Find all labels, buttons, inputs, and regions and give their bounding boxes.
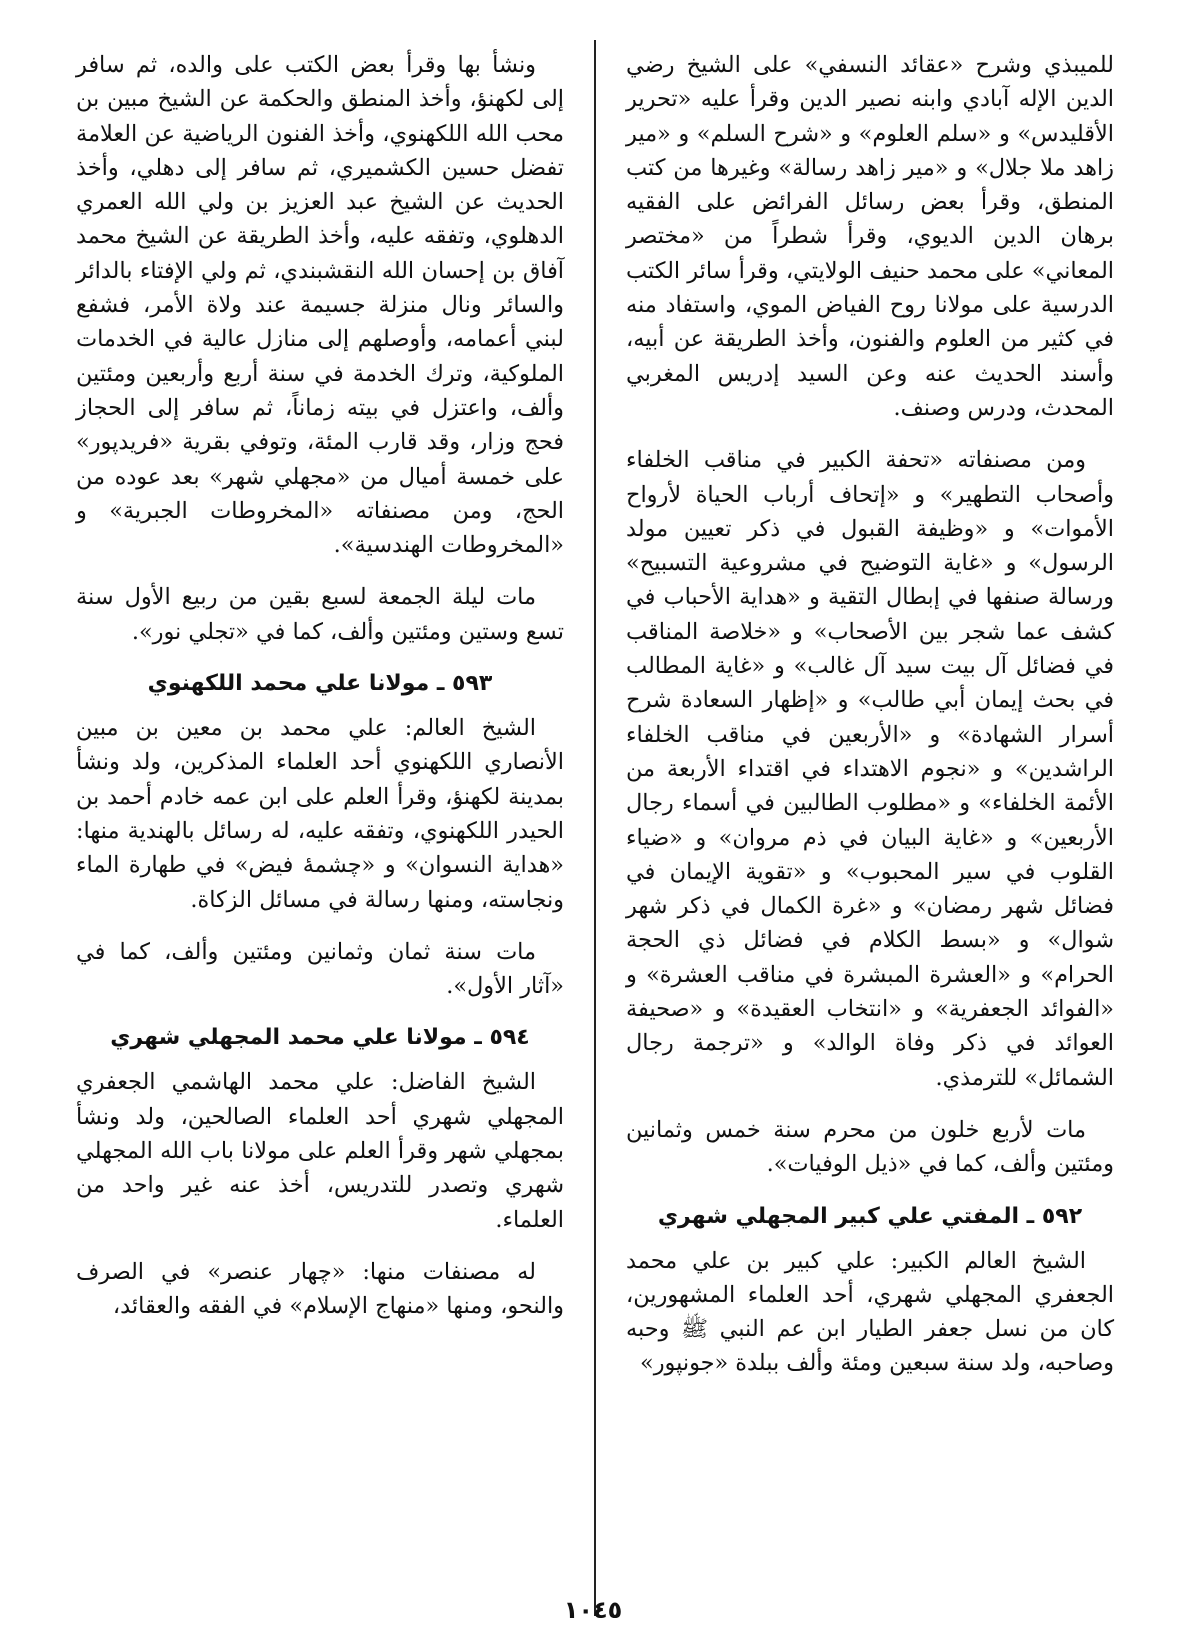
death-paragraph: مات لأربع خلون من محرم سنة خمس وثمانين ومئتين وألف، كما في «ذيل الوفيات». [626,1116,1114,1178]
entry-594-paragraph: الشيخ الفاضل: علي محمد الهاشمي الجعفري المجهلي شهري أحد العلماء الصالحين، ولد ونشأ بمجهلي شهر وقرأ العلم على مولانا باب الله المجهلي شهري وتصدر للتدريس، أخذ عنه غير واحد من العلماء. [76,1069,564,1233]
column-divider [594,40,596,1616]
death-592-paragraph: مات ليلة الجمعة لسبع بقين من ربيع الأول سنة تسع وستين ومئتين وألف، كما في «تجلي نور». [76,584,564,645]
continuation-paragraph: ونشأ بها وقرأ بعض الكتب على والده، ثم سافر إلى لكهنؤ، وأخذ المنطق والحكمة عن الشيخ مبين بن محب الله اللكهنوي، وأخذ الفنون الرياضية عن العلامة تفضل حسين الكشميري، ثم سافر إلى دهلي، وأخذ الحديث عن الشيخ عبد العزيز بن ولي الله العمري الدهلوي، وتفقه عليه، وأخذ الطريقة عن الشيخ محمد آفاق بن إحسان الله النقشبندي، ثم ولي الإفتاء بالدائر والسائر ونال منزلة جسيمة عند ولاة الأمر، فشفع لبني أعمامه، وأوصلهم إلى منازل عالية في الخدمات الملوكية، وترك الخدمة في سنة أربع وأربعين ومئتين وألف، واعتزل في بيته زماناً، ثم سافر إلى الحجاز فحج وزار، وقد قارب المئة، وتوفي بقرية «فريدپور» على خمسة أميال من «مجهلي شهر» بعد عوده من الحج، ومن مصنفاته «المخروطات الجبرية» و «المخروطات الهندسية». [76,52,564,559]
left-column [76,48,564,1342]
entry-594-heading: ٥٩٤ ـ مولانا علي محمد المجهلي شهري [110,1025,530,1051]
entry-592-paragraph: الشيخ العالم الكبير: علي كبير بن علي محمد الجعفري المجهلي شهري، أحد العلماء المشهورين، كان من نسل جعفر الطيار ابن عم النبي ﷺ وحبه وصاحبه، ولد سنة سبعين ومئة وألف ببلدة «جونپور» [626,1247,1114,1377]
intro-paragraph: للميبذي وشرح «عقائد النسفي» على الشيخ رضي الدين الإله آبادي وابنه نصير الدين وقرأ عليه «تحرير الأقليدس» و «سلم العلوم» و «شرح السلم» و «مير زاهد ملا جلال» و «مير زاهد رسالة» وغيرها من كتب المنطق، وقرأ بعض رسائل الفرائض على الفقيه برهان الدين الديوي، وقرأ شطراً من «مختصر المعاني» على محمد حنيف الولايتي، وقرأ سائر الكتب الدرسية على مولانا روح الفياض الموي، واستفاد منه في كثير من العلوم والفنون، وأخذ الطريقة عن أبيه، وأسند الحديث عنه وعن السيد إدريس المغربي المحدث، ودرس وصنف. [626,52,1114,421]
works-594-paragraph: له مصنفات منها: «چهار عنصر» في الصرف والنحو، ومنها «منهاج الإسلام» في الفقه والعقائد، [76,1258,564,1320]
entry-592-heading: ٥٩٢ ـ المفتي علي كبير المجهلي شهري [657,1203,1083,1229]
right-column [626,48,1114,1399]
entry-593-paragraph: الشيخ العالم: علي محمد بن معين بن مبين الأنصاري اللكهنوي أحد العلماء المذكرين، ولد ونشأ بمدينة لكهنؤ، وقرأ العلم على ابن عمه خادم أحمد بن الحيدر اللكهنوي، وتفقه عليه، له رسائل بالهندية منها: «هداية النسوان» و «چشمهٔ فيض» في طهارة الماء ونجاسته، ومنها رسالة في مسائل الزكاة. [76,715,564,913]
page-number: ١٠٤٥ [563,1596,623,1624]
works-paragraph: ومن مصنفاته «تحفة الكبير في مناقب الخلفاء وأصحاب التطهير» و «إتحاف أرباب الحياة لأرواح الأموات» و «وظيفة القبول في ذكر تعيين مولد الرسول» و «غاية التوضيح في مشروعية التسبيح» ورسالة صنفها في إبطال التقية و «هداية الأحباب في كشف عما شجر بين الأصحاب» و «خلاصة المناقب في فضائل آل بيت سيد آل غالب» و «غاية المطالب في بحث إيمان أبي طالب» و «إظهار السعادة شرح أسرار الشهادة» و «الأربعين في مناقب الخلفاء الراشدين» و «نجوم الاهتداء في اقتداء الأربعة من الأئمة الخلفاء» و «مطلوب الطالبين في أسماء رجال الأربعين» و «غاية البيان في ذم مروان» و «ضياء القلوب في سير المحبوب» و «تقوية الإيمان في فضائل شهر رمضان» و «غرة الكمال في ذكر شهر شوال» و «بسط الكلام في فضائل ذي الحجة الحرام» و «العشرة المبشرة في مناقب العشرة» و «الفوائد الجعفرية» و «انتخاب العقيدة» و «صحيفة العوائد في ذكر وفاة الوالد» و «ترجمة رجال الشمائل» للترمذي. [626,447,1114,1091]
death-593-paragraph: مات سنة ثمان وثمانين ومئتين وألف، كما في «آثار الأول». [76,938,564,1000]
entry-593-heading: ٥٩٣ ـ مولانا علي محمد اللكهنوي [147,671,493,697]
